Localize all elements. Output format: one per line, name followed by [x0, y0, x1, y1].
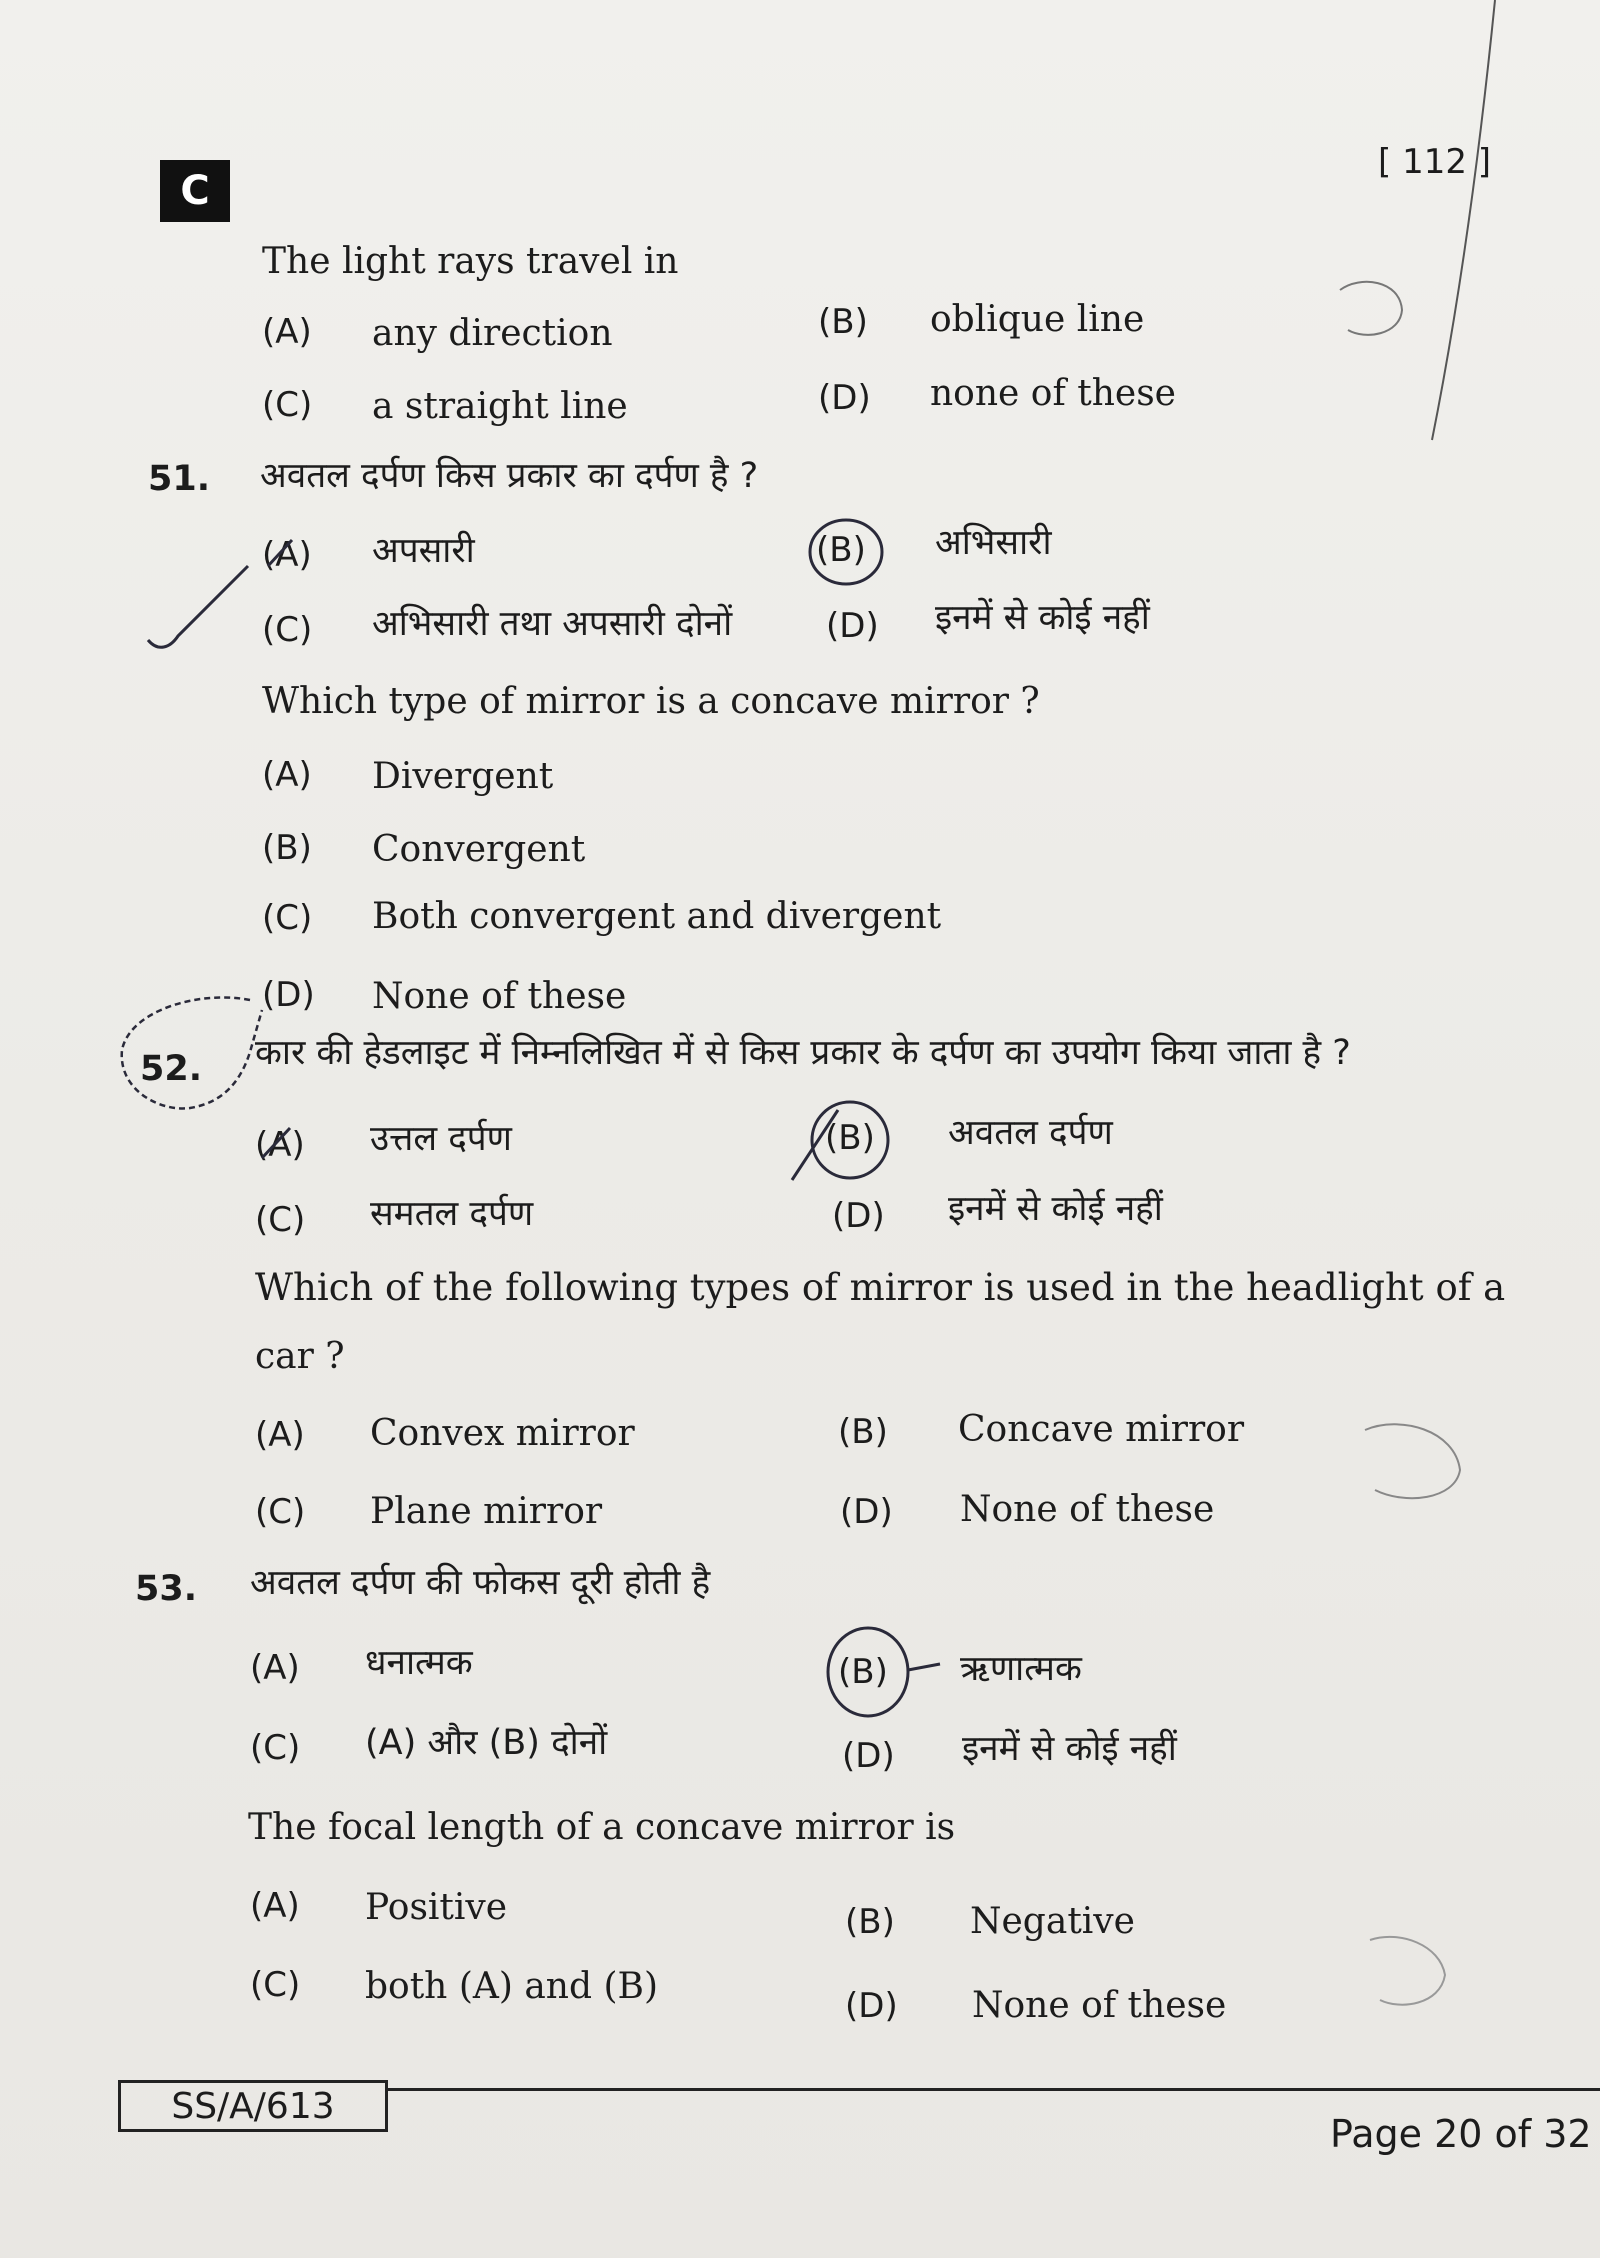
q51-hi-option-b-label: (B) [816, 530, 866, 570]
q53-hi-option-d-text: इनमें से कोई नहीं [962, 1729, 1177, 1769]
q52-hi-option-a-text: उत्तल दर्पण [370, 1119, 512, 1159]
q53-hi-option-a-text: धनात्मक [365, 1643, 473, 1683]
q53-en-option-b-text: Negative [970, 1901, 1135, 1942]
q51-hi-option-b-text: अभिसारी [935, 523, 1052, 563]
q51-tick-mark [148, 566, 248, 647]
q50-option-a-text: any direction [372, 313, 613, 354]
q53-hi-option-b-label: (B) [838, 1652, 888, 1692]
q51-hi-option-c-text: अभिसारी तथा अपसारी दोनों [372, 604, 733, 644]
q53-en-option-c-label: (C) [250, 1965, 301, 2005]
margin-line-mark [1432, 0, 1495, 440]
q52-hi-option-b-text: अवतल दर्पण [948, 1113, 1113, 1153]
q53-dash-mark [908, 1664, 940, 1670]
q53-hi-option-b-text: ऋणात्मक [960, 1649, 1082, 1689]
footer-rule [388, 2088, 1600, 2091]
q52-en-option-d-label: (D) [840, 1492, 893, 1532]
set-badge: C [160, 160, 230, 222]
q50-option-d-label: (D) [818, 378, 871, 418]
q51-en-option-d-text: None of these [372, 976, 627, 1017]
q51-hi-option-a-text: अपसारी [372, 531, 475, 571]
q52-question-hi: कार की हेडलाइट में निम्नलिखित में से किस प्रकार के दर्पण का उपयोग किया जाता है ? [255, 1033, 1351, 1073]
q52-en-option-a-label: (A) [255, 1415, 305, 1455]
q52-hi-option-b-label: (B) [825, 1118, 875, 1158]
margin-circle-1 [1340, 282, 1402, 335]
q51-en-option-d-label: (D) [262, 975, 315, 1015]
q51-en-option-b-text: Convergent [372, 829, 586, 870]
q51-number: 51. [148, 459, 211, 499]
q50-option-c-text: a straight line [372, 386, 628, 427]
q53-en-option-b-label: (B) [845, 1902, 895, 1942]
q51-en-option-c-text: Both convergent and divergent [372, 896, 942, 937]
q50-option-c-label: (C) [262, 385, 313, 425]
q50-option-b-text: oblique line [930, 299, 1145, 340]
q52-en-option-d-text: None of these [960, 1489, 1215, 1530]
q50-option-d-text: none of these [930, 373, 1176, 414]
page-reference: [ 112 ] [1378, 142, 1492, 182]
margin-circle-3 [1370, 1937, 1445, 2005]
page-number: Page 20 of 32 [1330, 2112, 1592, 2156]
q52-en-option-a-text: Convex mirror [370, 1413, 635, 1454]
q51-hi-option-c-label: (C) [262, 610, 313, 650]
q53-question-en: The focal length of a concave mirror is [248, 1807, 956, 1848]
q52-question-en-line2: car ? [255, 1336, 345, 1377]
q53-number: 53. [135, 1569, 198, 1609]
q52-hi-option-c-text: समतल दर्पण [370, 1194, 534, 1234]
paper-code-box [118, 2080, 388, 2132]
q52-question-en-line1: Which of the following types of mirror is used in the headlight of a [255, 1266, 1506, 1309]
q53-hi-option-a-label: (A) [250, 1648, 300, 1688]
q52-en-option-c-label: (C) [255, 1492, 306, 1532]
q53-hi-option-c-text: (A) और (B) दोनों [365, 1723, 608, 1763]
q53-en-option-d-label: (D) [845, 1986, 898, 2026]
q51-question-en: Which type of mirror is a concave mirror ? [262, 681, 1040, 722]
q53-en-option-c-text: both (A) and (B) [365, 1966, 659, 2007]
q51-hi-option-d-text: इनमें से कोई नहीं [935, 598, 1150, 638]
q52-en-option-b-label: (B) [838, 1412, 888, 1452]
q51-en-option-a-text: Divergent [372, 756, 554, 797]
q53-en-option-a-text: Positive [365, 1887, 508, 1928]
q53-en-option-d-text: None of these [972, 1985, 1227, 2026]
q51-en-option-b-label: (B) [262, 828, 312, 868]
q52-en-option-c-text: Plane mirror [370, 1491, 603, 1532]
q52-hi-option-c-label: (C) [255, 1200, 306, 1240]
q53-question-hi: अवतल दर्पण की फोकस दूरी होती है [250, 1563, 711, 1603]
q53-hi-option-c-label: (C) [250, 1728, 301, 1768]
q52-en-option-b-text: Concave mirror [958, 1409, 1245, 1450]
q51-hi-option-d-label: (D) [826, 606, 879, 646]
q51-en-option-c-label: (C) [262, 898, 313, 938]
q51-hi-option-a-label: (A) [262, 535, 312, 575]
q50-option-b-label: (B) [818, 302, 868, 342]
margin-circle-2 [1365, 1424, 1460, 1498]
q52-hi-option-d-text: इनमें से कोई नहीं [948, 1189, 1163, 1229]
q53-hi-option-d-label: (D) [842, 1736, 895, 1776]
q53-en-option-a-label: (A) [250, 1886, 300, 1926]
q52-number: 52. [140, 1049, 203, 1089]
q52-hi-option-a-label: (A) [255, 1125, 305, 1165]
q51-en-option-a-label: (A) [262, 755, 312, 795]
q52-hi-option-d-label: (D) [832, 1196, 885, 1236]
q51-question-hi: अवतल दर्पण किस प्रकार का दर्पण है ? [260, 456, 759, 496]
q50-question-en: The light rays travel in [262, 241, 679, 282]
q50-option-a-label: (A) [262, 312, 312, 352]
paper-code: SS/A/613 [171, 2085, 335, 2127]
